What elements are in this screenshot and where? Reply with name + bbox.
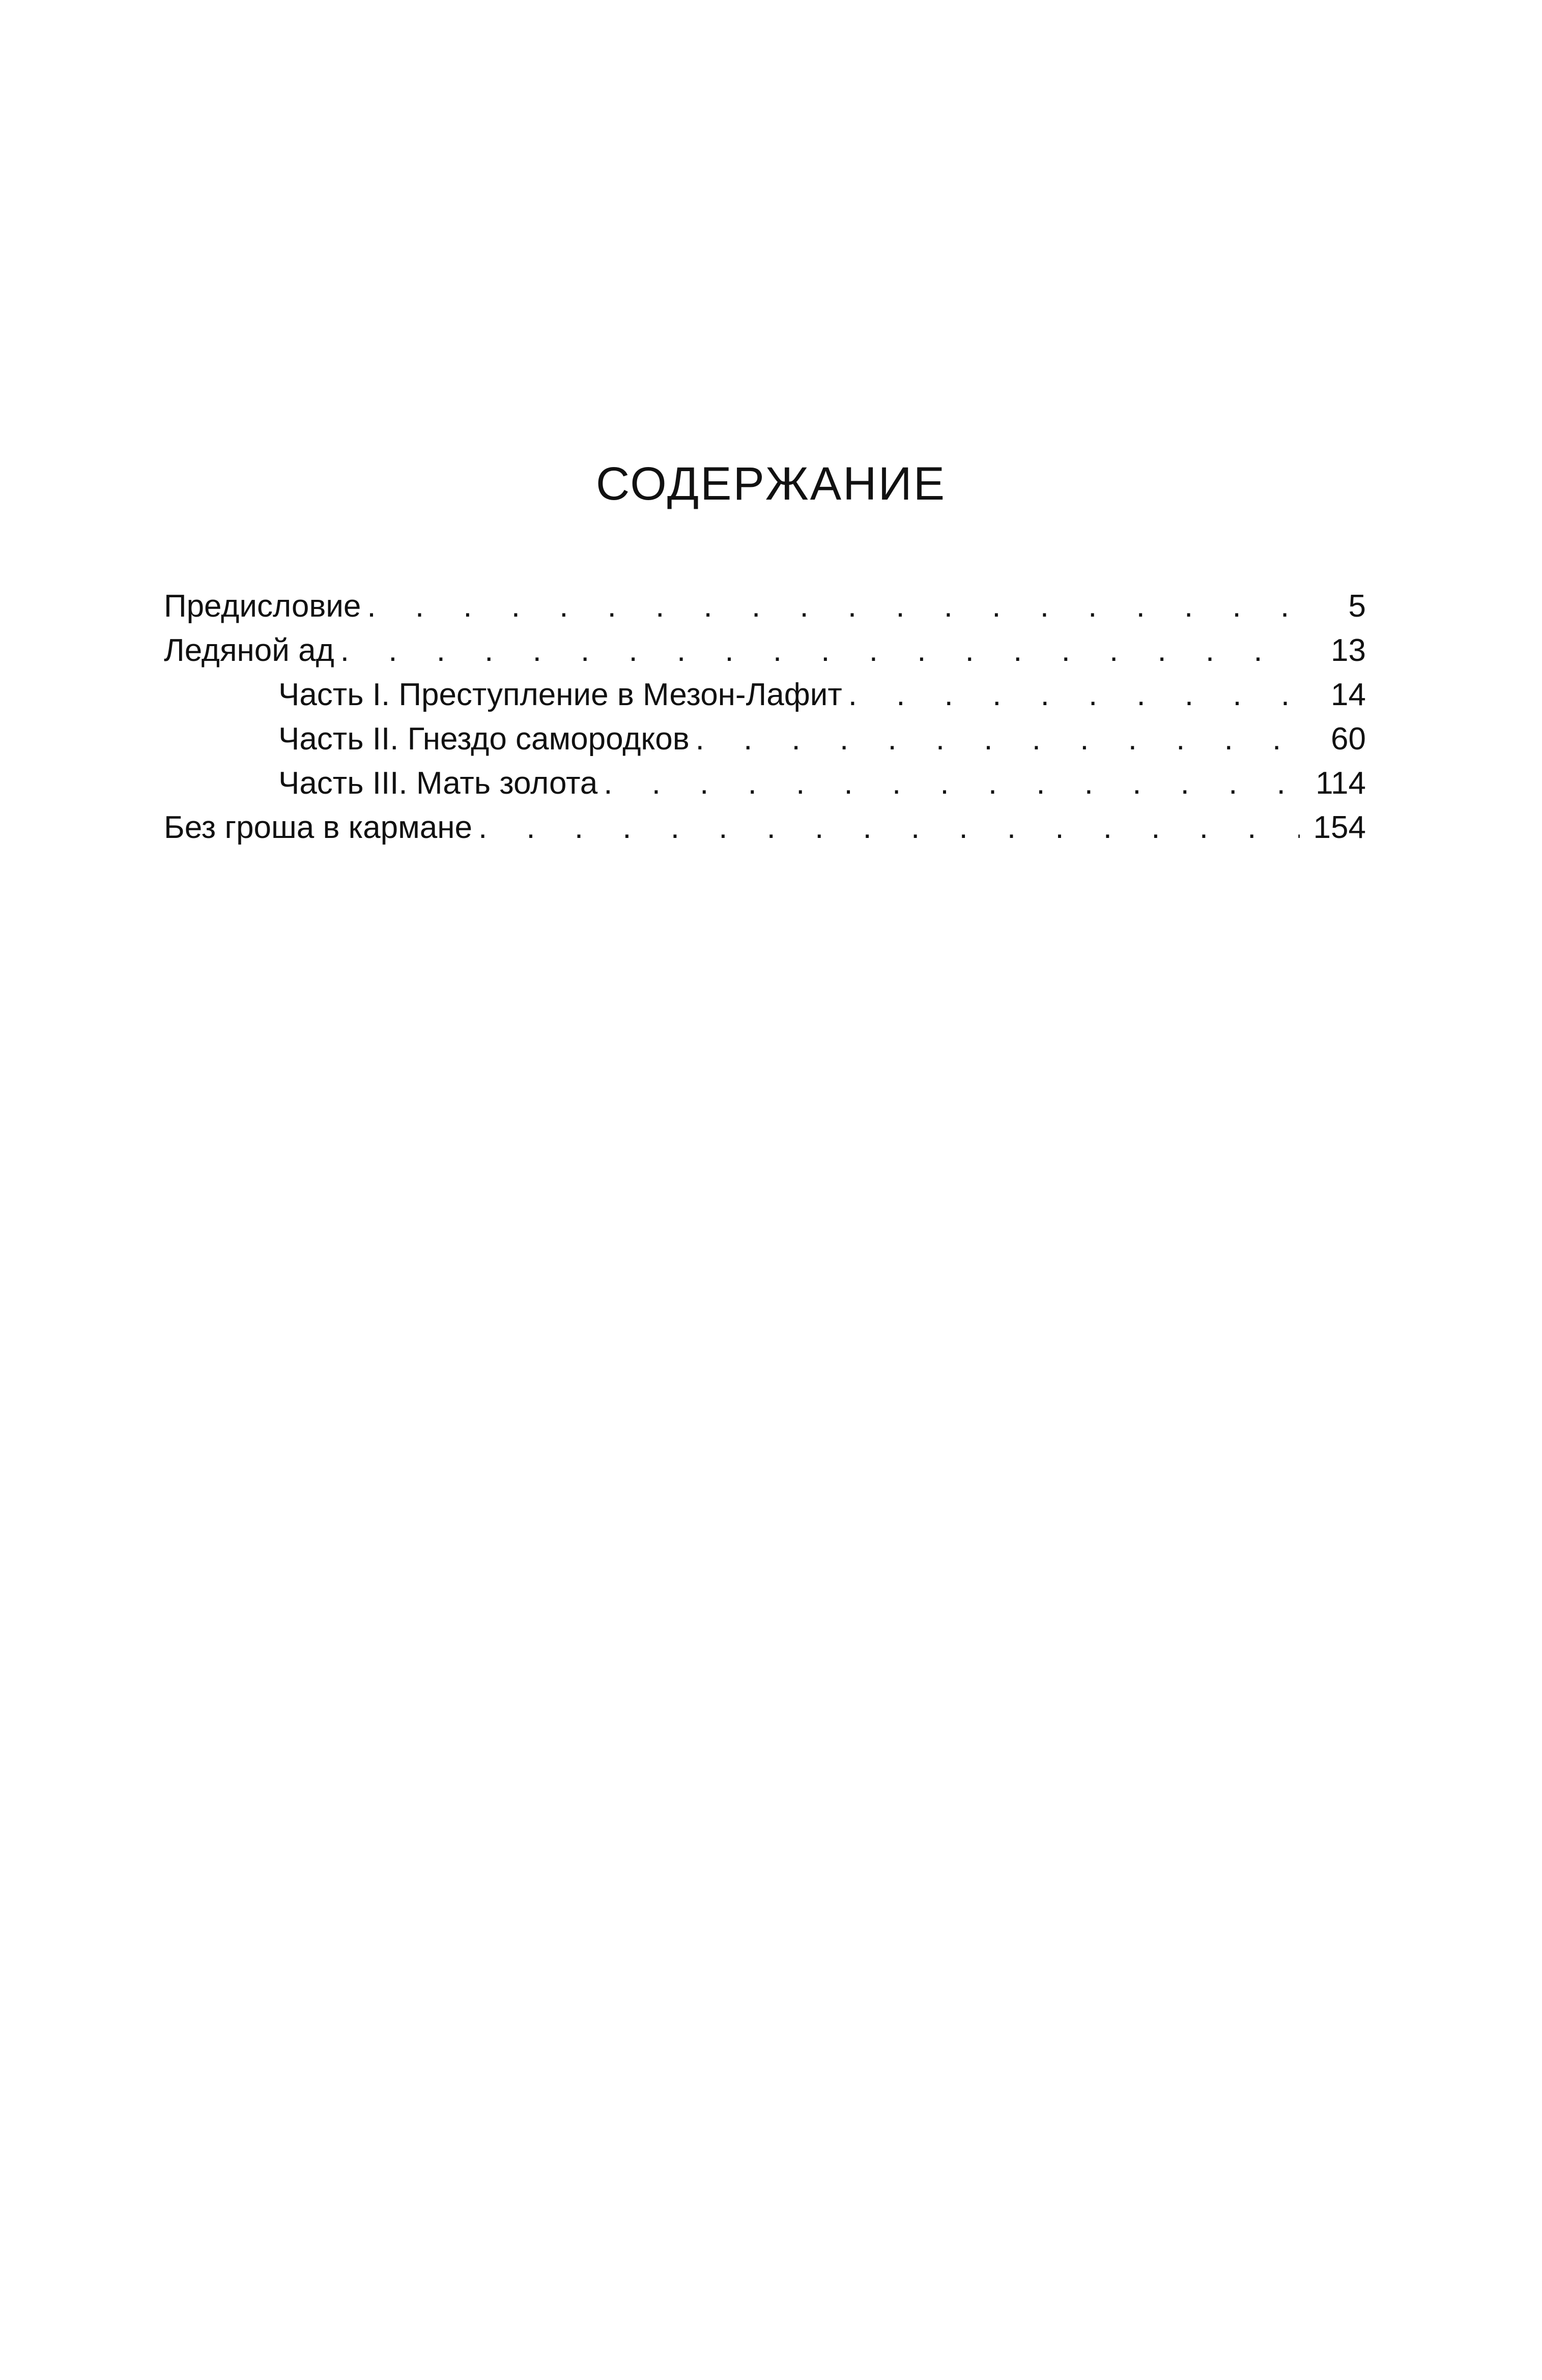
toc-entry-title: Без гроша в кармане xyxy=(164,810,472,845)
toc-entry-icy-hell xyxy=(164,628,1366,673)
toc-entry-title: Часть I. Преступление в Мезон-Лафит xyxy=(278,677,842,712)
dot-leader xyxy=(696,717,1300,761)
table-of-contents xyxy=(164,584,1366,850)
toc-entry-title: Часть II. Гнездо самородков xyxy=(278,721,690,757)
contents-heading: СОДЕРЖАНИЕ xyxy=(595,458,947,510)
toc-entry-preface xyxy=(164,584,1366,628)
toc-entry-penniless xyxy=(164,805,1366,850)
toc-entry-page-number: 60 xyxy=(1331,721,1366,757)
dot-leader xyxy=(367,584,1300,628)
toc-entry-part-1 xyxy=(164,673,1366,717)
toc-entry-page-number: 5 xyxy=(1348,589,1366,624)
dot-leader xyxy=(604,761,1300,805)
dot-leader xyxy=(478,805,1300,850)
toc-entry-part-2 xyxy=(164,717,1366,761)
toc-entry-part-3 xyxy=(164,761,1366,805)
toc-entry-page-number: 13 xyxy=(1331,633,1366,668)
toc-entry-page-number: 154 xyxy=(1313,810,1366,845)
toc-entry-title: Предисловие xyxy=(164,589,361,624)
dot-leader xyxy=(848,673,1300,717)
toc-entry-page-number: 14 xyxy=(1331,677,1366,712)
toc-entry-page-number: 114 xyxy=(1316,766,1366,801)
toc-entry-title: Часть III. Мать золота xyxy=(278,766,598,801)
toc-entry-title: Ледяной ад xyxy=(164,633,334,668)
dot-leader xyxy=(340,628,1300,673)
